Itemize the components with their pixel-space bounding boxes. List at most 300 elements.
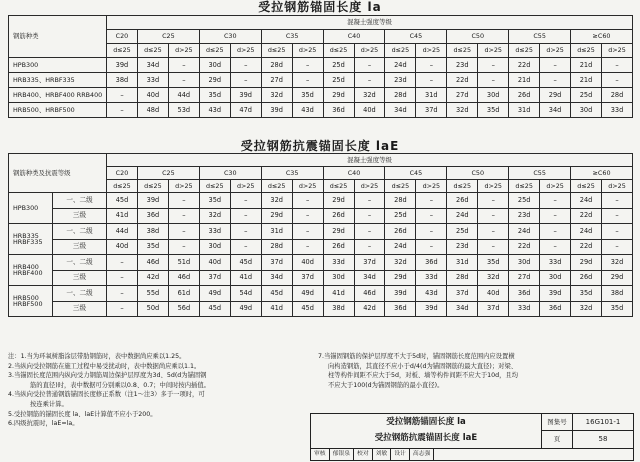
table-cell: 32d (478, 270, 509, 286)
table-cell: 21d (571, 58, 602, 73)
grade-header: C25 (137, 30, 199, 44)
steel-type-label: HRB335、HRBF335 (9, 73, 107, 88)
table-row (9, 255, 633, 271)
table-row (9, 88, 633, 103)
table-cell: – (292, 73, 323, 88)
table-cell: 29d (602, 270, 633, 286)
atlas-label: 图集号 (542, 414, 573, 431)
column-head: 钢筋种类及抗震等级 (9, 154, 107, 193)
table-cell: 33d (416, 270, 447, 286)
table-cell: 34d (540, 103, 571, 118)
table-cell: 32d (261, 88, 292, 103)
table-row (9, 73, 633, 88)
table-cell: 45d (292, 301, 323, 317)
table-cell: 34d (354, 270, 385, 286)
table-cell: – (354, 224, 385, 240)
note-line: 不应大于100(d为锚固钢筋的最小直径)。 (328, 381, 444, 389)
diameter-header: d>25 (602, 180, 633, 193)
note-line: 4.当纵向受拉普通钢筋锚固长度修正系数（注1～注3）多于一项时，可 (8, 391, 205, 399)
note-line: 注：1.当为环氧树脂涂层带肋钢筋时，表中数据尚应乘以1.25。 (8, 353, 186, 360)
table-cell: 31d (261, 224, 292, 240)
table-cell: 35d (199, 88, 230, 103)
table-cell: 49d (292, 286, 323, 302)
diameter-header: d≤25 (199, 44, 230, 58)
table-cell: – (107, 286, 138, 302)
diameter-header: d≤25 (385, 180, 416, 193)
table-row (9, 193, 633, 209)
table-cell: – (107, 103, 138, 118)
table-cell: 38d (107, 73, 138, 88)
table-cell: 40d (137, 88, 168, 103)
table-cell: – (230, 58, 261, 73)
table-cell: – (168, 193, 199, 209)
table-cell: 32d (602, 255, 633, 271)
diameter-header: d>25 (416, 180, 447, 193)
grade-header: C50 (447, 167, 509, 180)
table-cell: 46d (168, 270, 199, 286)
table-cell: 23d (447, 239, 478, 255)
table-cell: 30d (478, 88, 509, 103)
table-cell: 23d (447, 58, 478, 73)
table-cell: 21d (571, 73, 602, 88)
table-cell: 32d (571, 301, 602, 317)
table-cell: 46d (354, 286, 385, 302)
grade-header: C35 (261, 167, 323, 180)
table-cell: 24d (447, 208, 478, 224)
diameter-header: d>25 (292, 44, 323, 58)
table-cell: 31d (509, 103, 540, 118)
table-cell: 43d (199, 103, 230, 118)
table-cell: 22d (509, 239, 540, 255)
grade-header: C35 (261, 30, 323, 44)
diameter-header: d>25 (292, 180, 323, 193)
table-cell: – (416, 224, 447, 240)
table-cell: 39d (385, 286, 416, 302)
table-cell: 30d (199, 58, 230, 73)
diameter-header: d≤25 (323, 180, 354, 193)
table-cell: 27d (509, 270, 540, 286)
table-cell: – (230, 193, 261, 209)
table-cell: 47d (230, 103, 261, 118)
diameter-header: d>25 (230, 180, 261, 193)
diameter-header: d≤25 (509, 180, 540, 193)
note-line: 7.当锚固钢筋的保护层厚度不大于5d时，锚固钢筋长度范围内应设置横 (318, 353, 515, 360)
grade-header: ≥C60 (571, 30, 633, 44)
table-cell: 36d (137, 208, 168, 224)
table-cell: 46d (137, 255, 168, 271)
title-block-line1: 受拉钢筋锚固长度 la (386, 417, 466, 427)
table-cell: – (540, 208, 571, 224)
table-cell: 24d (509, 224, 540, 240)
table-cell: – (416, 208, 447, 224)
table-cell: 38d (602, 286, 633, 302)
table-cell: 26d (323, 239, 354, 255)
table-cell: – (354, 73, 385, 88)
table-cell: 23d (509, 208, 540, 224)
table-cell: 26d (509, 88, 540, 103)
grade-header: C40 (323, 167, 385, 180)
diameter-header: d>25 (478, 180, 509, 193)
table-cell: – (540, 73, 571, 88)
table-cell: – (107, 88, 138, 103)
table-cell: 31d (447, 255, 478, 271)
table-cell: 40d (354, 103, 385, 118)
steel-type-label: HRB400 HRBF400 (9, 255, 53, 286)
grade-header: C55 (509, 30, 571, 44)
table-cell: – (478, 73, 509, 88)
table-cell: 30d (540, 270, 571, 286)
table-cell: – (416, 73, 447, 88)
table-cell: 39d (107, 58, 138, 73)
table-cell: 29d (323, 193, 354, 209)
table-cell: – (354, 239, 385, 255)
diameter-header: d>25 (478, 44, 509, 58)
table-cell: 35d (602, 301, 633, 317)
table-cell: – (540, 58, 571, 73)
table-cell: 32d (385, 255, 416, 271)
steel-type-label: HRB400、HRBF400 RRB400 (9, 88, 107, 103)
table-cell: 29d (323, 88, 354, 103)
table-cell: – (478, 224, 509, 240)
seismic-level-label: 三级 (53, 208, 107, 224)
seismic-level-label: 三级 (53, 270, 107, 286)
table-cell: 32d (261, 193, 292, 209)
diameter-header: d≤25 (385, 44, 416, 58)
page-number: 58 (573, 431, 633, 449)
table2-title: 受拉钢筋抗震锚固长度 laE (240, 139, 400, 153)
table-cell: 33d (540, 255, 571, 271)
table-cell: 35d (571, 286, 602, 302)
diameter-header: d≤25 (261, 44, 292, 58)
table-cell: 35d (199, 193, 230, 209)
table-cell: – (230, 224, 261, 240)
table-cell: 36d (509, 286, 540, 302)
table-cell: 50d (137, 301, 168, 317)
anchorage-length-table (8, 15, 633, 118)
table-row (9, 224, 633, 240)
table-cell: – (292, 239, 323, 255)
table-cell: 36d (323, 103, 354, 118)
table-cell: 33d (199, 224, 230, 240)
steel-type-label: HPB300 (9, 193, 53, 224)
table-cell: 33d (323, 255, 354, 271)
table-cell: 23d (385, 73, 416, 88)
grade-header: C20 (107, 167, 138, 180)
table-cell: 44d (107, 224, 138, 240)
table-cell: 53d (168, 103, 199, 118)
table-cell: 39d (416, 301, 447, 317)
diameter-header: d>25 (540, 44, 571, 58)
table-cell: – (292, 193, 323, 209)
table-cell: 26d (323, 208, 354, 224)
table-cell: 29d (199, 73, 230, 88)
table-cell: 48d (137, 103, 168, 118)
note-line: 6.四级抗震时，laE=la。 (8, 420, 79, 428)
grade-header: C30 (199, 30, 261, 44)
table-cell: 24d (571, 224, 602, 240)
table-cell: 42d (354, 301, 385, 317)
table-cell: 29d (385, 270, 416, 286)
table-cell: 33d (602, 103, 633, 118)
table-cell: 36d (416, 255, 447, 271)
table-cell: – (602, 73, 633, 88)
table-cell: 35d (478, 103, 509, 118)
table-cell: 32d (199, 208, 230, 224)
table-cell: 37d (261, 255, 292, 271)
review-name: 郁银泉 (330, 449, 354, 460)
table-cell: 28d (602, 88, 633, 103)
table-cell: 45d (261, 286, 292, 302)
table-cell: 49d (199, 286, 230, 302)
table-cell: – (168, 239, 199, 255)
table-cell: – (168, 224, 199, 240)
table-cell: – (602, 58, 633, 73)
table-cell: 37d (199, 270, 230, 286)
diameter-header: d≤25 (107, 44, 138, 58)
table-cell: 49d (230, 301, 261, 317)
table-cell: 24d (571, 193, 602, 209)
grade-header: C30 (199, 167, 261, 180)
table-cell: – (416, 58, 447, 73)
table-cell: – (292, 224, 323, 240)
table-cell: 43d (416, 286, 447, 302)
table-cell: 30d (323, 270, 354, 286)
note-line: 向构造钢筋，其直径不应小于d/4(d为锚固钢筋的最大直径)；对梁、 (328, 362, 518, 370)
table-cell: – (602, 239, 633, 255)
table-cell: – (107, 301, 138, 317)
table-cell: 28d (261, 239, 292, 255)
table-cell: 25d (571, 88, 602, 103)
table-cell: 54d (230, 286, 261, 302)
diameter-header: d≤25 (571, 44, 602, 58)
table-cell: 39d (230, 88, 261, 103)
table-cell: 37d (416, 103, 447, 118)
table-cell: – (478, 208, 509, 224)
table-cell: 25d (323, 58, 354, 73)
table-cell: – (354, 208, 385, 224)
table-cell: – (602, 224, 633, 240)
page-label: 页 (542, 431, 573, 449)
table-cell: 35d (137, 239, 168, 255)
grade-header: C55 (509, 167, 571, 180)
table-cell: 45d (199, 301, 230, 317)
table-cell: 30d (199, 239, 230, 255)
table-cell: – (354, 193, 385, 209)
table-row (9, 301, 633, 317)
table-cell: – (478, 239, 509, 255)
table-cell: 37d (478, 301, 509, 317)
diameter-header: d>25 (168, 180, 199, 193)
table-cell: 44d (168, 88, 199, 103)
table-row (9, 208, 633, 224)
steel-type-label: HRB500 HRBF500 (9, 286, 53, 317)
grade-header: C25 (137, 167, 199, 180)
table-cell: 45d (230, 255, 261, 271)
diameter-header: d>25 (354, 44, 385, 58)
table-row (9, 103, 633, 118)
note-line: 柱等构件间距不应大于5d，对板、墙等构件间距不应大于10d，且均 (328, 372, 519, 380)
diameter-header: d≤25 (107, 180, 138, 193)
table-cell: 25d (509, 193, 540, 209)
table-cell: – (416, 239, 447, 255)
table-cell: 21d (509, 73, 540, 88)
table-cell: 41d (261, 301, 292, 317)
table-cell: 25d (323, 73, 354, 88)
note-line: 3.当锚固长度范围内纵向受力钢筋周边保护层厚度为3d、5d(d为锚固钢 (8, 372, 207, 380)
table-cell: 24d (385, 58, 416, 73)
table-cell: 25d (447, 224, 478, 240)
concrete-grade-header: 混凝土强度等级 (107, 154, 633, 167)
table-cell: 40d (107, 239, 138, 255)
diameter-header: d≤25 (509, 44, 540, 58)
table-cell: 31d (416, 88, 447, 103)
diameter-header: d≤25 (571, 180, 602, 193)
diameter-header: d>25 (230, 44, 261, 58)
table1-title: 受拉钢筋锚固长度 la (258, 0, 382, 14)
table-cell: 25d (385, 208, 416, 224)
table-cell: 56d (168, 301, 199, 317)
table-cell: 29d (540, 88, 571, 103)
table-cell: 34d (137, 58, 168, 73)
steel-type-label: HRB335 HRBF335 (9, 224, 53, 255)
table-cell: 40d (478, 286, 509, 302)
table-cell: 26d (447, 193, 478, 209)
table-cell: 41d (323, 286, 354, 302)
table-cell: 36d (540, 301, 571, 317)
table-cell: 61d (168, 286, 199, 302)
table-cell: – (602, 208, 633, 224)
table-cell: – (107, 270, 138, 286)
table-cell: 28d (261, 58, 292, 73)
seismic-level-label: 一、二级 (53, 255, 107, 271)
diameter-header: d>25 (602, 44, 633, 58)
check-name: 刘敏 (373, 449, 392, 460)
table-cell: – (230, 73, 261, 88)
table-cell: 28d (385, 88, 416, 103)
diameter-header: d≤25 (447, 180, 478, 193)
table-row (9, 286, 633, 302)
table-cell: 38d (323, 301, 354, 317)
table-cell: – (168, 58, 199, 73)
note-line: 筋的直径)时，表中数据可分别乘以0.8、0.7；中间时按内插值。 (30, 381, 210, 389)
table-cell: 22d (509, 58, 540, 73)
check-label: 校对 (354, 449, 373, 460)
seismic-level-label: 一、二级 (53, 286, 107, 302)
table-cell: 30d (571, 103, 602, 118)
table-cell: 40d (292, 255, 323, 271)
grade-header: C40 (323, 30, 385, 44)
seismic-level-label: 一、二级 (53, 193, 107, 209)
table-cell: – (540, 239, 571, 255)
table-cell: – (540, 224, 571, 240)
seismic-level-label: 三级 (53, 301, 107, 317)
table-cell: – (292, 208, 323, 224)
table-cell: 24d (385, 239, 416, 255)
table-cell: 45d (107, 193, 138, 209)
table-cell: 22d (447, 73, 478, 88)
signature-row (311, 449, 633, 460)
seismic-level-label: 三级 (53, 239, 107, 255)
diameter-header: d≤25 (323, 44, 354, 58)
table-cell: 27d (261, 73, 292, 88)
table-cell: 26d (385, 224, 416, 240)
table-cell: 35d (292, 88, 323, 103)
grade-header: ≥C60 (571, 167, 633, 180)
table-row (9, 270, 633, 286)
table-cell: – (540, 193, 571, 209)
table-cell: 41d (230, 270, 261, 286)
table-cell: 55d (137, 286, 168, 302)
notes-right (318, 352, 618, 390)
grade-header: C20 (107, 30, 138, 44)
table-cell: 22d (571, 239, 602, 255)
table-cell: 39d (137, 193, 168, 209)
diameter-header: d>25 (354, 180, 385, 193)
table-cell: 40d (199, 255, 230, 271)
table-row (9, 239, 633, 255)
table-cell: 33d (509, 301, 540, 317)
diameter-header: d>25 (416, 44, 447, 58)
diameter-header: d≤25 (199, 180, 230, 193)
table-cell: 36d (385, 301, 416, 317)
design-name: 高志强 (410, 449, 434, 460)
table-cell: 28d (385, 193, 416, 209)
table-cell: 39d (540, 286, 571, 302)
table-cell: 34d (261, 270, 292, 286)
atlas-value: 16G101-1 (573, 414, 633, 431)
table-cell: – (292, 58, 323, 73)
note-line: 按连乘计算。 (30, 400, 68, 408)
table-cell: – (354, 58, 385, 73)
title-block-title (311, 414, 542, 449)
table-cell: 37d (354, 255, 385, 271)
table-cell: 26d (571, 270, 602, 286)
design-label: 设计 (391, 449, 410, 460)
diameter-header: d≤25 (261, 180, 292, 193)
diameter-header: d≤25 (137, 44, 168, 58)
table-cell: – (478, 58, 509, 73)
table-cell: – (416, 193, 447, 209)
seismic-level-label: 一、二级 (53, 224, 107, 240)
table-cell: 29d (261, 208, 292, 224)
table-cell: 28d (447, 270, 478, 286)
table-cell: 29d (323, 224, 354, 240)
table-cell: – (107, 255, 138, 271)
note-line: 5.受拉钢筋的锚固长度 la、laE计算值不应小于200。 (8, 410, 157, 418)
table-cell: 32d (354, 88, 385, 103)
table-cell: – (168, 208, 199, 224)
title-block (310, 413, 634, 461)
concrete-grade-header: 混凝土强度等级 (107, 16, 633, 30)
table-cell: 43d (292, 103, 323, 118)
table-cell: – (478, 193, 509, 209)
grade-header: C45 (385, 167, 447, 180)
title-block-line2: 受拉钢筋抗震锚固长度 laE (374, 433, 478, 443)
table-cell: 22d (571, 208, 602, 224)
table-cell: 27d (447, 88, 478, 103)
table-cell: 37d (292, 270, 323, 286)
table-cell: – (168, 73, 199, 88)
table-cell: 34d (385, 103, 416, 118)
diameter-header: d>25 (168, 44, 199, 58)
table-cell: 34d (447, 301, 478, 317)
table-cell: 38d (137, 224, 168, 240)
review-label: 审核 (311, 449, 330, 460)
table-cell: 30d (509, 255, 540, 271)
table-cell: 37d (447, 286, 478, 302)
diameter-header: d≤25 (137, 180, 168, 193)
table-cell: 29d (571, 255, 602, 271)
